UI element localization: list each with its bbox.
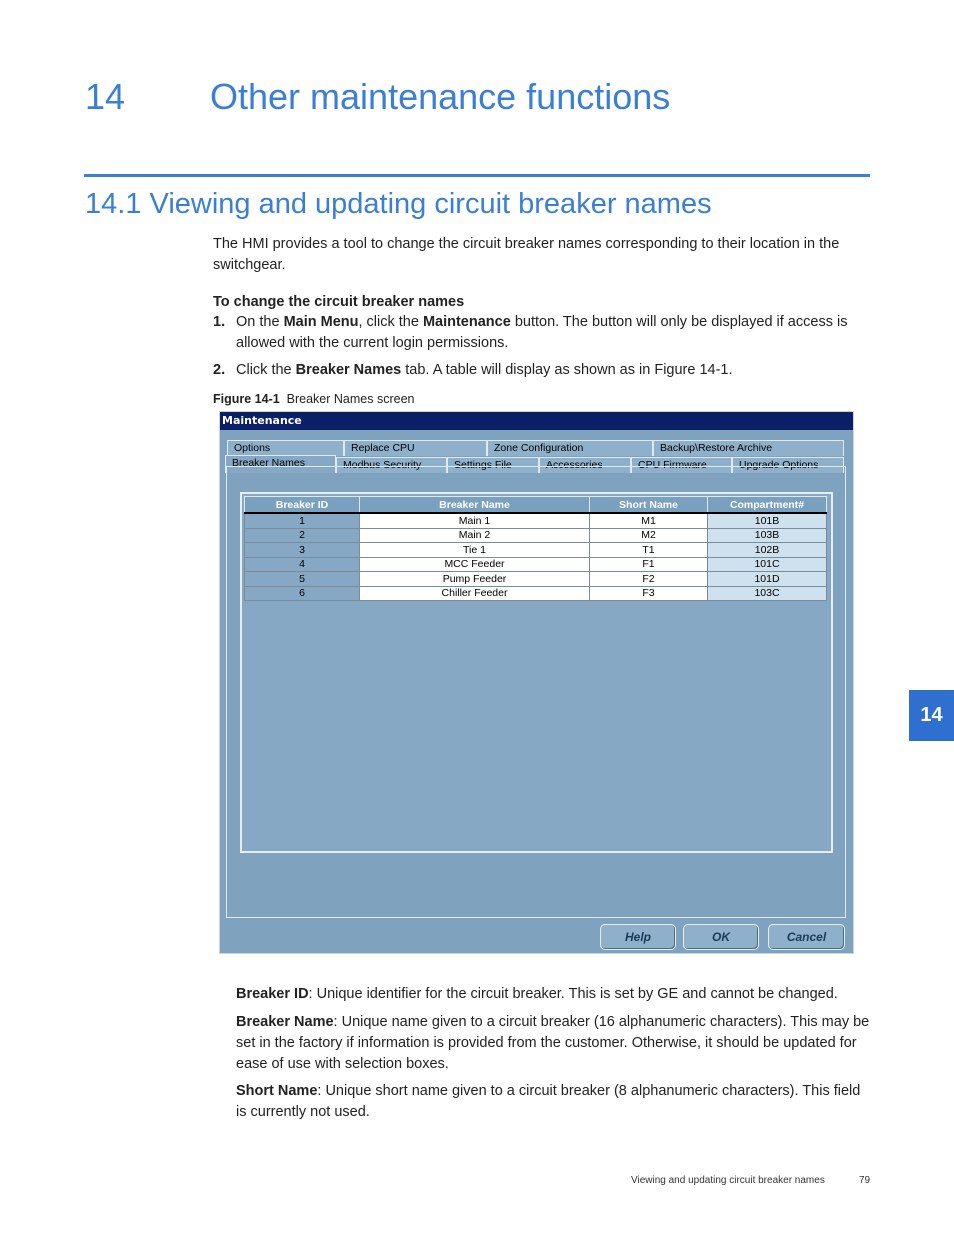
section-divider <box>84 174 870 177</box>
window-titlebar: Maintenance <box>220 412 853 430</box>
table-row[interactable] <box>245 513 827 528</box>
breaker-name-cell[interactable]: Main 2 <box>360 528 590 543</box>
definition-breaker-name: Breaker Name: Unique name given to a circuit breaker (16 alphanumeric characters). This may be set in the factory if information is provided from the customer. Otherwise, it should be updated for ease of use with selection boxes. <box>236 1014 870 1072</box>
tab-accessories[interactable]: Accessories <box>539 457 631 473</box>
breaker-id-cell: 6 <box>245 586 360 601</box>
step-number: 2. <box>213 362 226 378</box>
short-name-cell[interactable]: F1 <box>590 557 708 572</box>
compartment-cell[interactable]: 101B <box>708 513 827 528</box>
help-button[interactable]: Help <box>600 924 676 950</box>
tab-options[interactable]: Options <box>227 440 344 456</box>
procedure-heading: To change the circuit breaker names <box>213 294 465 310</box>
breaker-name-cell[interactable]: MCC Feeder <box>360 557 590 572</box>
tab-cpu-firmware[interactable]: CPU Firmware <box>631 457 732 473</box>
table-row[interactable] <box>245 528 827 543</box>
tab-replace-cpu[interactable]: Replace CPU <box>344 440 487 456</box>
short-name-cell[interactable]: M2 <box>590 528 708 543</box>
breaker-id-cell: 3 <box>245 543 360 558</box>
compartment-cell[interactable]: 102B <box>708 543 827 558</box>
footer-title: Viewing and updating circuit breaker names <box>631 1175 825 1186</box>
table-row[interactable] <box>245 543 827 558</box>
short-name-cell[interactable]: M1 <box>590 513 708 528</box>
tab-breaker-names[interactable]: Breaker Names <box>225 455 336 473</box>
cancel-button[interactable]: Cancel <box>768 924 845 950</box>
column-header-short-name[interactable]: Short Name <box>590 497 708 514</box>
figure-caption: Figure 14-1 Breaker Names screen <box>213 392 415 406</box>
tab-upgrade-options[interactable]: Upgrade Options <box>732 457 844 473</box>
tab-settings-file[interactable]: Settings File <box>447 457 539 473</box>
table-row[interactable] <box>245 586 827 601</box>
procedure-step-2: 2. Click the Breaker Names tab. A table will display as shown as in Figure 14-1. <box>213 360 873 381</box>
breaker-grid <box>240 492 833 853</box>
definition-short-name: Short Name: Unique short name given to a circuit breaker (8 alphanumeric characters). This field is currently not used. <box>236 1083 861 1120</box>
breaker-name-cell[interactable]: Main 1 <box>360 513 590 528</box>
tab-modbus-security[interactable]: Modbus Security <box>336 457 447 473</box>
chapter-tab: 14 <box>909 690 954 741</box>
chapter-title: Other maintenance functions <box>210 76 671 117</box>
short-name-cell[interactable]: T1 <box>590 543 708 558</box>
breaker-name-cell[interactable]: Tie 1 <box>360 543 590 558</box>
maintenance-window <box>219 411 854 954</box>
maintenance-ref: Maintenance <box>422 314 511 330</box>
breaker-name-cell[interactable]: Chiller Feeder <box>360 586 590 601</box>
breaker-id-cell: 1 <box>245 513 360 528</box>
table-row[interactable] <box>245 572 827 587</box>
breaker-table <box>244 496 827 601</box>
short-name-cell[interactable]: F3 <box>590 586 708 601</box>
definition-breaker-id: Breaker ID: Unique identifier for the circuit breaker. This is set by GE and cannot be changed. <box>236 986 838 1002</box>
breaker-name-cell[interactable]: Pump Feeder <box>360 572 590 587</box>
compartment-cell[interactable]: 101D <box>708 572 827 587</box>
breaker-id-cell: 5 <box>245 572 360 587</box>
short-name-cell[interactable]: F2 <box>590 572 708 587</box>
compartment-cell[interactable]: 103B <box>708 528 827 543</box>
compartment-cell[interactable]: 103C <box>708 586 827 601</box>
procedure-step-1: 1. On the Main Menu, click the Maintenance button. The button will only be displayed if access is allowed with the current login permissions. <box>213 314 848 351</box>
page-number: 79 <box>859 1175 871 1186</box>
step-number: 1. <box>213 314 226 330</box>
breaker-names-ref: Breaker Names <box>295 362 402 378</box>
intro-paragraph: The HMI provides a tool to change the circuit breaker names corresponding to their location in the switchgear. <box>213 236 840 273</box>
column-header-breaker-name[interactable]: Breaker Name <box>360 497 590 514</box>
compartment-cell[interactable]: 101C <box>708 557 827 572</box>
table-row[interactable] <box>245 557 827 572</box>
section-title: 14.1 Viewing and updating circuit breaker names <box>85 188 712 220</box>
breaker-id-cell: 2 <box>245 528 360 543</box>
breaker-id-cell: 4 <box>245 557 360 572</box>
main-menu-ref: Main Menu <box>283 314 359 330</box>
ok-button[interactable]: OK <box>683 924 759 950</box>
tab-backup-restore-archive[interactable]: Backup\Restore Archive <box>653 440 844 456</box>
column-header-breaker-id[interactable]: Breaker ID <box>245 497 360 514</box>
tab-zone-configuration[interactable]: Zone Configuration <box>487 440 653 456</box>
column-header-compartment[interactable]: Compartment# <box>708 497 827 514</box>
chapter-number: 14 <box>85 76 126 117</box>
